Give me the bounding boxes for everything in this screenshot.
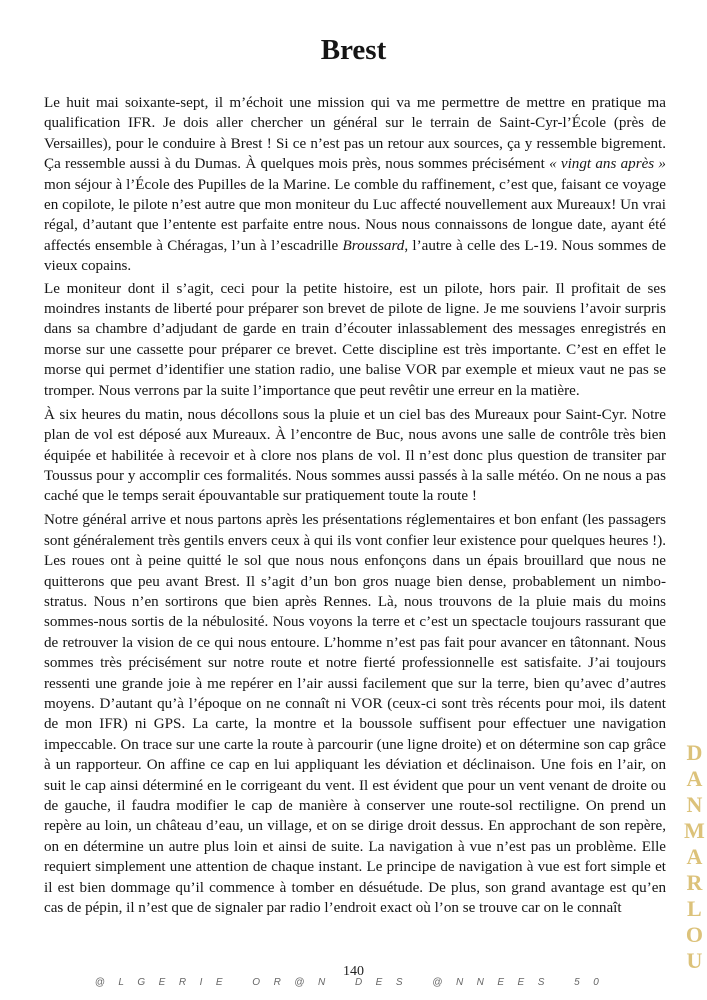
- side-vertical-letter: U: [686, 948, 703, 973]
- paragraph-4: Notre général arrive et nous partons après les présentations réglementaires et bon enfant (les passagers sont généralement très gentils envers ceux à qui ils vont confier leur existence pour quelques heures !). Les roues ont à peine quitté le sol que nous nous enfonçons dans un épais brouillard que nous ne quitterons que peu avant Brest. Il s’agit d’un bon gros nuage bien dense, probablement un nimbo-stratus. Nous n’en sortirons que bien après Rennes. Là, nous trouvons de la pluie mais du moins sommes-nous sortis de la nébulosité. Nous voyons la terre et c’est un spectacle toujours rassurant que de retrouver la vision de ce qui nous entoure. L’homme n’est pas fait pour avancer en tâtonnant. Nous sommes très précisément sur notre route et notre fierté professionnelle est satisfaite. J’ai toujours ressenti une grande joie à me repérer en l’air aussi facilement que sur la terre, bien qu’avec d’autres moyens. D’autant qu’à l’époque on ne connaît ni VOR (ceux-ci sont très récents pour moi, ils datent de mon IFR) ni GPS. La carte, la montre et la boussole suffisent pour effectuer une navigation impeccable. On trace sur une carte la route à parcourir (une ligne droite) et on détermine son cap grâce à un rapporteur. On affine ce cap en lui appliquant les déviation et déclinaison. Une fois en l’air, on suit le cap ainsi déterminé en le corrigeant du vent. Il est évident que pour un vent venant de droite ou de gauche, il faudra modifier le cap de manière à conserver une route-sol rectiligne. On prend un repère au loin, un château d’eau, un village, et on se dirige droit dessus. En approchant de son repère, on en détermine un autre plus loin et ainsi de suite. La navigation à vue n’est pas un problème. Elle requiert simplement une attention de chaque instant. Le principe de navigation à vue est fort simple et il est bien dommage qu’il commence à tomber en désuétude. De plus, son grand avantage est qu’en cas de pépin, il n’est que de signaler par radio l’endroit exact où l’on se trouve car on le connaît: [44, 512, 666, 917]
- side-vertical-letter: L: [687, 896, 702, 921]
- paragraph-3: À six heures du matin, nous décollons sous la pluie et un ciel bas des Mureaux pour Saint-Cyr. Notre plan de vol est déposé aux Mureaux. À l’encontre de Buc, nous avons une salle de contrôle très bien équipée et habilitée à recevoir et à clore nos plans de vol. Il n’est donc plus question de transiter par Toussus pour y accomplir ces formalités. Nous sommes aussi passés à la salle météo. On ne nous a pas caché que le temps serait épouvantable sur pratiquement toute la route !: [44, 406, 666, 505]
- paragraph-1-text-b: mon séjour à l’École des Pupilles de la Marine. Le comble du raffinement, c’est que, faisant ce voyage en copilote, le pilote n’est autre que mon moniteur du Luc affecté nouvellement aux Mureaux! Un vrai régal, d’autant que l’entente est parfaite entre nous. Nous nous connaissons de longue date, ayant été affectés ensemble à Chéragas, l’un à l’escadrille: [44, 176, 666, 254]
- footer-text: @LGERIE OR@N DES @NNEES 50: [94, 977, 613, 988]
- side-vertical-letter: A: [686, 844, 703, 869]
- paragraph-1-emphasis-a: « vingt ans après »: [549, 156, 666, 173]
- paragraph-1-emphasis-b: Broussard: [342, 237, 405, 254]
- side-vertical-letter: N: [686, 792, 703, 817]
- body-text: [44, 93, 666, 918]
- paragraph-1-text-a: Le huit mai soixante-sept, il m’échoit une mission qui va me permettre de mettre en pratique ma qualification IFR. Je dois aller chercher un général sur le terrain de Saint-Cyr-l’École (près de Versailles), pour le conduire à Brest ! Si ce n’est pas un retour aux sources, ça y ressemble bigrement. Ça ressemble aussi à du Dumas. À quelques mois près, nous sommes précisément: [44, 95, 666, 173]
- side-vertical-letter: A: [686, 766, 703, 791]
- page-number: 140: [343, 964, 364, 979]
- paragraph-2: Le moniteur dont il s’agit, ceci pour la petite histoire, est un pilote, hors pair. Il profitait de ses moindres instants de liberté pour préparer son brevet de pilote de ligne. Je me souviens l’avoir surpris dans sa chambre d’adjudant de garde en train d’écouter inlassablement des messages enregistrés en morse sur une cassette pour préparer ce brevet. Cette discipline est très importante. C’est en effet le morse qui permet d’identifier une station radio, une balise VOR par exemple et mieux vaut ne pas se tromper. Nous verrons par la suite l’importance que peut revêtir une erreur en la matière.: [44, 280, 666, 399]
- paragraph-1: [44, 93, 666, 277]
- side-vertical-letter: R: [686, 870, 703, 895]
- paragraph-1-text-c: , l’autre à celle des L-19. Nous sommes de vieux copains.: [44, 237, 666, 275]
- side-vertical-letter: M: [684, 818, 705, 843]
- side-vertical-letter: O: [685, 922, 703, 947]
- page-title: Brest: [320, 34, 387, 66]
- side-vertical-letter: D: [686, 740, 703, 765]
- side-vertical-text: [684, 740, 705, 974]
